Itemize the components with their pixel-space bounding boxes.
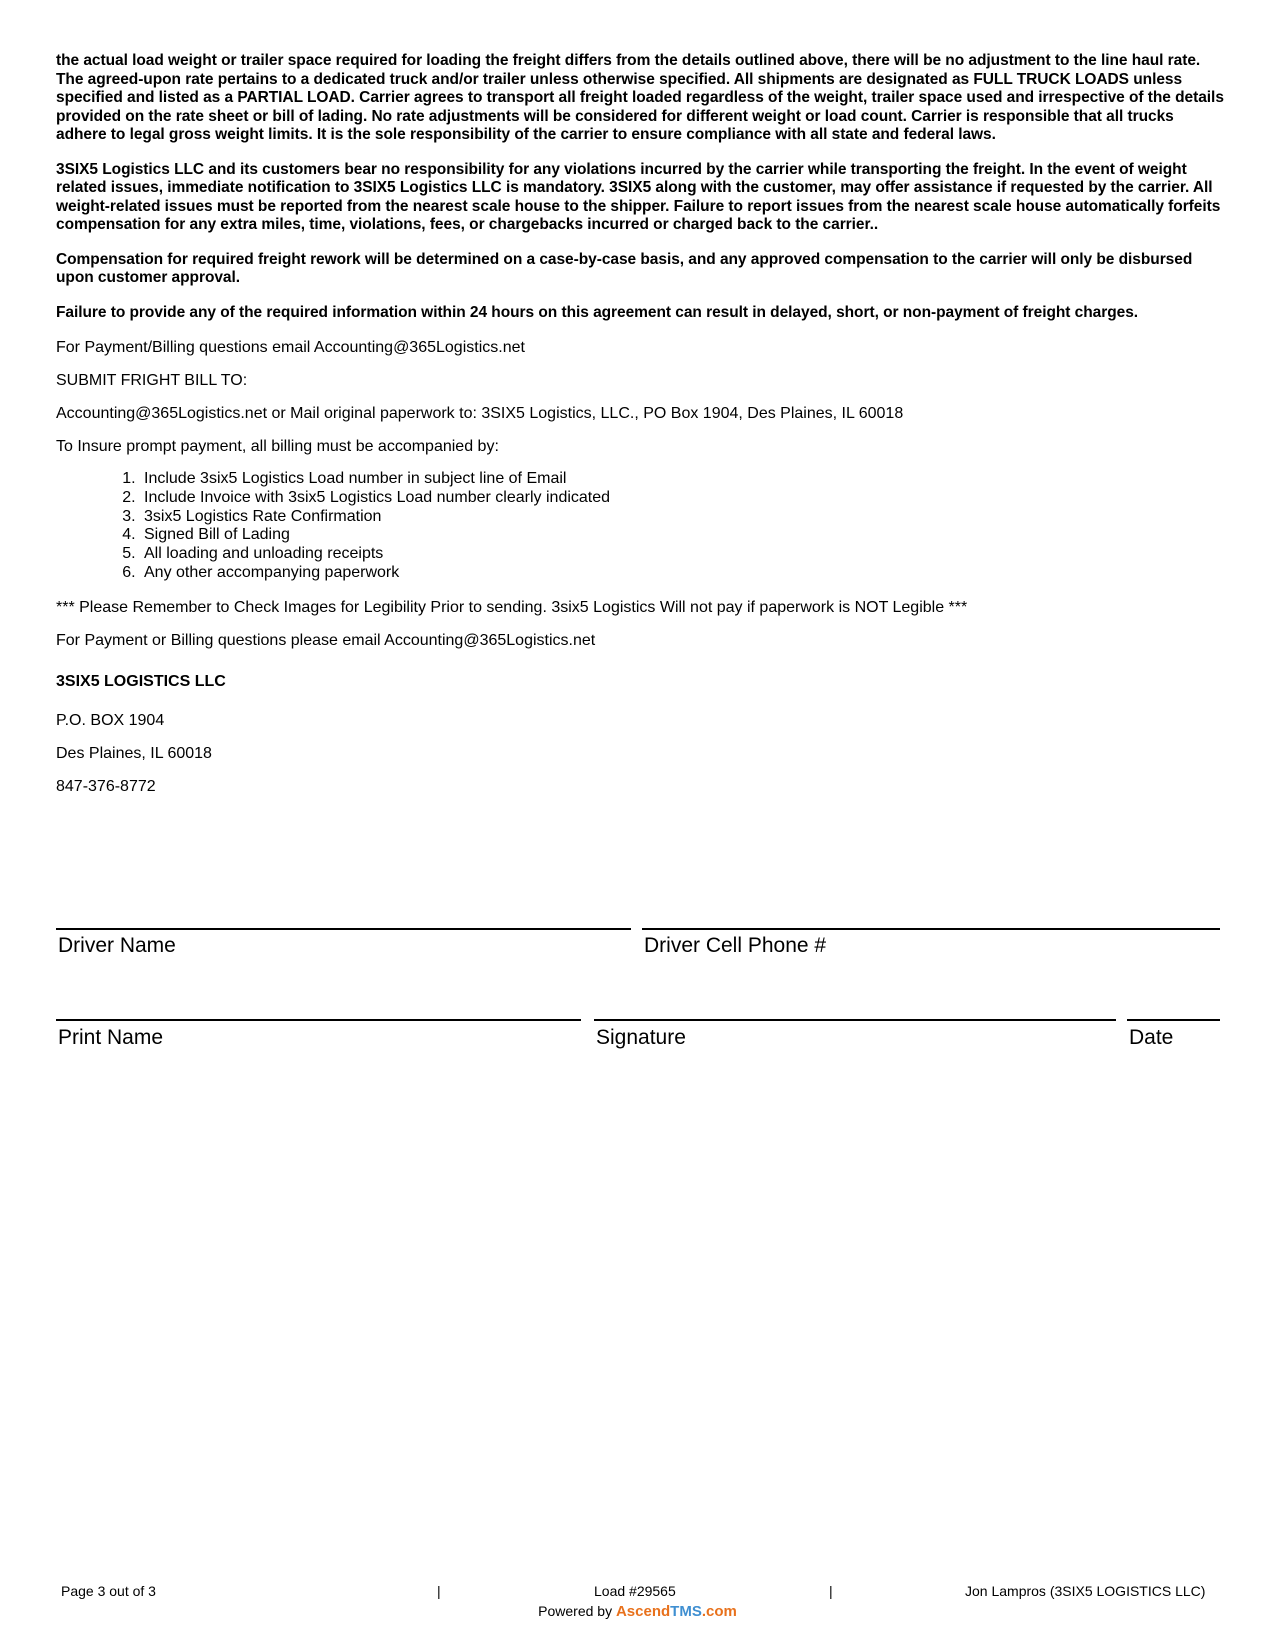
prompt-payment-intro: To Insure prompt payment, all billing must be accompanied by: — [56, 438, 499, 455]
billing-questions-line-2: For Payment or Billing questions please email Accounting@365Logistics.net — [56, 631, 596, 649]
company-po-box: P.O. BOX 1904 — [56, 711, 165, 729]
terms-paragraph-required-info: Failure to provide any of the required information within 24 hours on this agreement can result in delayed, short, or non-payment of freight charges. — [56, 303, 1139, 321]
list-item: 5. All loading and unloading receipts — [140, 545, 1226, 564]
company-phone: 847-376-8772 — [56, 777, 156, 795]
load-number: Load #29565 — [594, 1583, 676, 1599]
driver-name-line[interactable] — [56, 928, 631, 930]
company-city: Des Plaines, IL 60018 — [56, 744, 212, 762]
logo-ascend: Ascend — [615, 1603, 671, 1620]
print-name-line[interactable] — [56, 1019, 581, 1021]
terms-paragraph-weight: the actual load weight or trailer space required for loading the freight differs from the details outlined above, there will be no adjustment to the line haul rate. The agreed-upon rate pertains to a dedicated truck and/or trailer unless otherwise specified. All shipments are designated as FULL TRUCK LOADS unless specified and listed as a PARTIAL LOAD. Carrier agrees to transport all freight loaded regardless of the weight, trailer space used and irrespective of the details provided on the rate sheet or bill of lading. No rate adjustments will be considered for different weight or load count. Carrier is responsible that all trucks adhere to legal gross weight limits. It is the sole responsibility of the carrier to ensure compliance with all state and federal laws. — [56, 52, 1224, 143]
logo-com: .com — [701, 1603, 737, 1620]
submit-bill-address: Accounting@365Logistics.net or Mail original paperwork to: 3SIX5 Logistics, LLC., PO Box 1904, Des Plaines, IL 60018 — [56, 405, 904, 422]
billing-requirements-list — [56, 470, 1226, 583]
page-number: Page 3 out of 3 — [61, 1583, 156, 1599]
date-line[interactable] — [1127, 1019, 1220, 1021]
date-label: Date — [1129, 1026, 1174, 1049]
signature-label: Signature — [596, 1026, 686, 1049]
footer-separator: | — [829, 1583, 833, 1599]
terms-paragraph-rework: Compensation for required freight rework will be determined on a case-by-case basis, and any approved compensation to the carrier will only be disbursed upon customer approval. — [56, 250, 1193, 286]
document-body — [56, 52, 1226, 796]
list-item: 4. Signed Bill of Lading — [140, 526, 1226, 545]
driver-cell-label: Driver Cell Phone # — [644, 934, 827, 957]
user-name: Jon Lampros (3SIX5 LOGISTICS LLC) — [965, 1583, 1206, 1599]
print-name-label: Print Name — [58, 1026, 164, 1049]
list-item: 1. Include 3six5 Logistics Load number in subject line of Email — [140, 470, 1226, 489]
list-item: 6. Any other accompanying paperwork — [140, 564, 1226, 583]
footer-separator: | — [437, 1583, 441, 1599]
list-item: 3. 3six5 Logistics Rate Confirmation — [140, 508, 1226, 527]
submit-bill-heading: SUBMIT FRIGHT BILL TO: — [56, 372, 248, 389]
driver-name-label: Driver Name — [58, 934, 176, 957]
company-name: 3SIX5 LOGISTICS LLC — [56, 672, 226, 690]
powered-by — [0, 1602, 1275, 1621]
signature-line[interactable] — [594, 1019, 1116, 1021]
powered-by-text: Powered by — [538, 1603, 613, 1619]
list-item: 2. Include Invoice with 3six5 Logistics Load number clearly indicated — [140, 489, 1226, 508]
terms-paragraph-violations: 3SIX5 Logistics LLC and its customers bear no responsibility for any violations incurred by the carrier while transporting the freight. In the event of weight related issues, immediate notification to 3SIX5 Logistics LLC is mandatory. 3SIX5 along with the customer, may offer assistance if requested by the carrier. All weight-related issues must be reported from the nearest scale house to the shipper. Failure to report issues from the nearest scale house automatically forfeits compensation for any extra miles, time, violations, fees, or chargebacks incurred or charged back to the carrier.. — [56, 160, 1221, 233]
legibility-notice: *** Please Remember to Check Images for Legibility Prior to sending. 3six5 Logistics Will not pay if paperwork is NOT Legible *** — [56, 598, 968, 616]
billing-questions-line: For Payment/Billing questions email Accounting@365Logistics.net — [56, 339, 525, 356]
driver-cell-line[interactable] — [642, 928, 1220, 930]
logo-tms: TMS — [670, 1603, 702, 1620]
ascendtms-logo[interactable] — [616, 1603, 737, 1620]
